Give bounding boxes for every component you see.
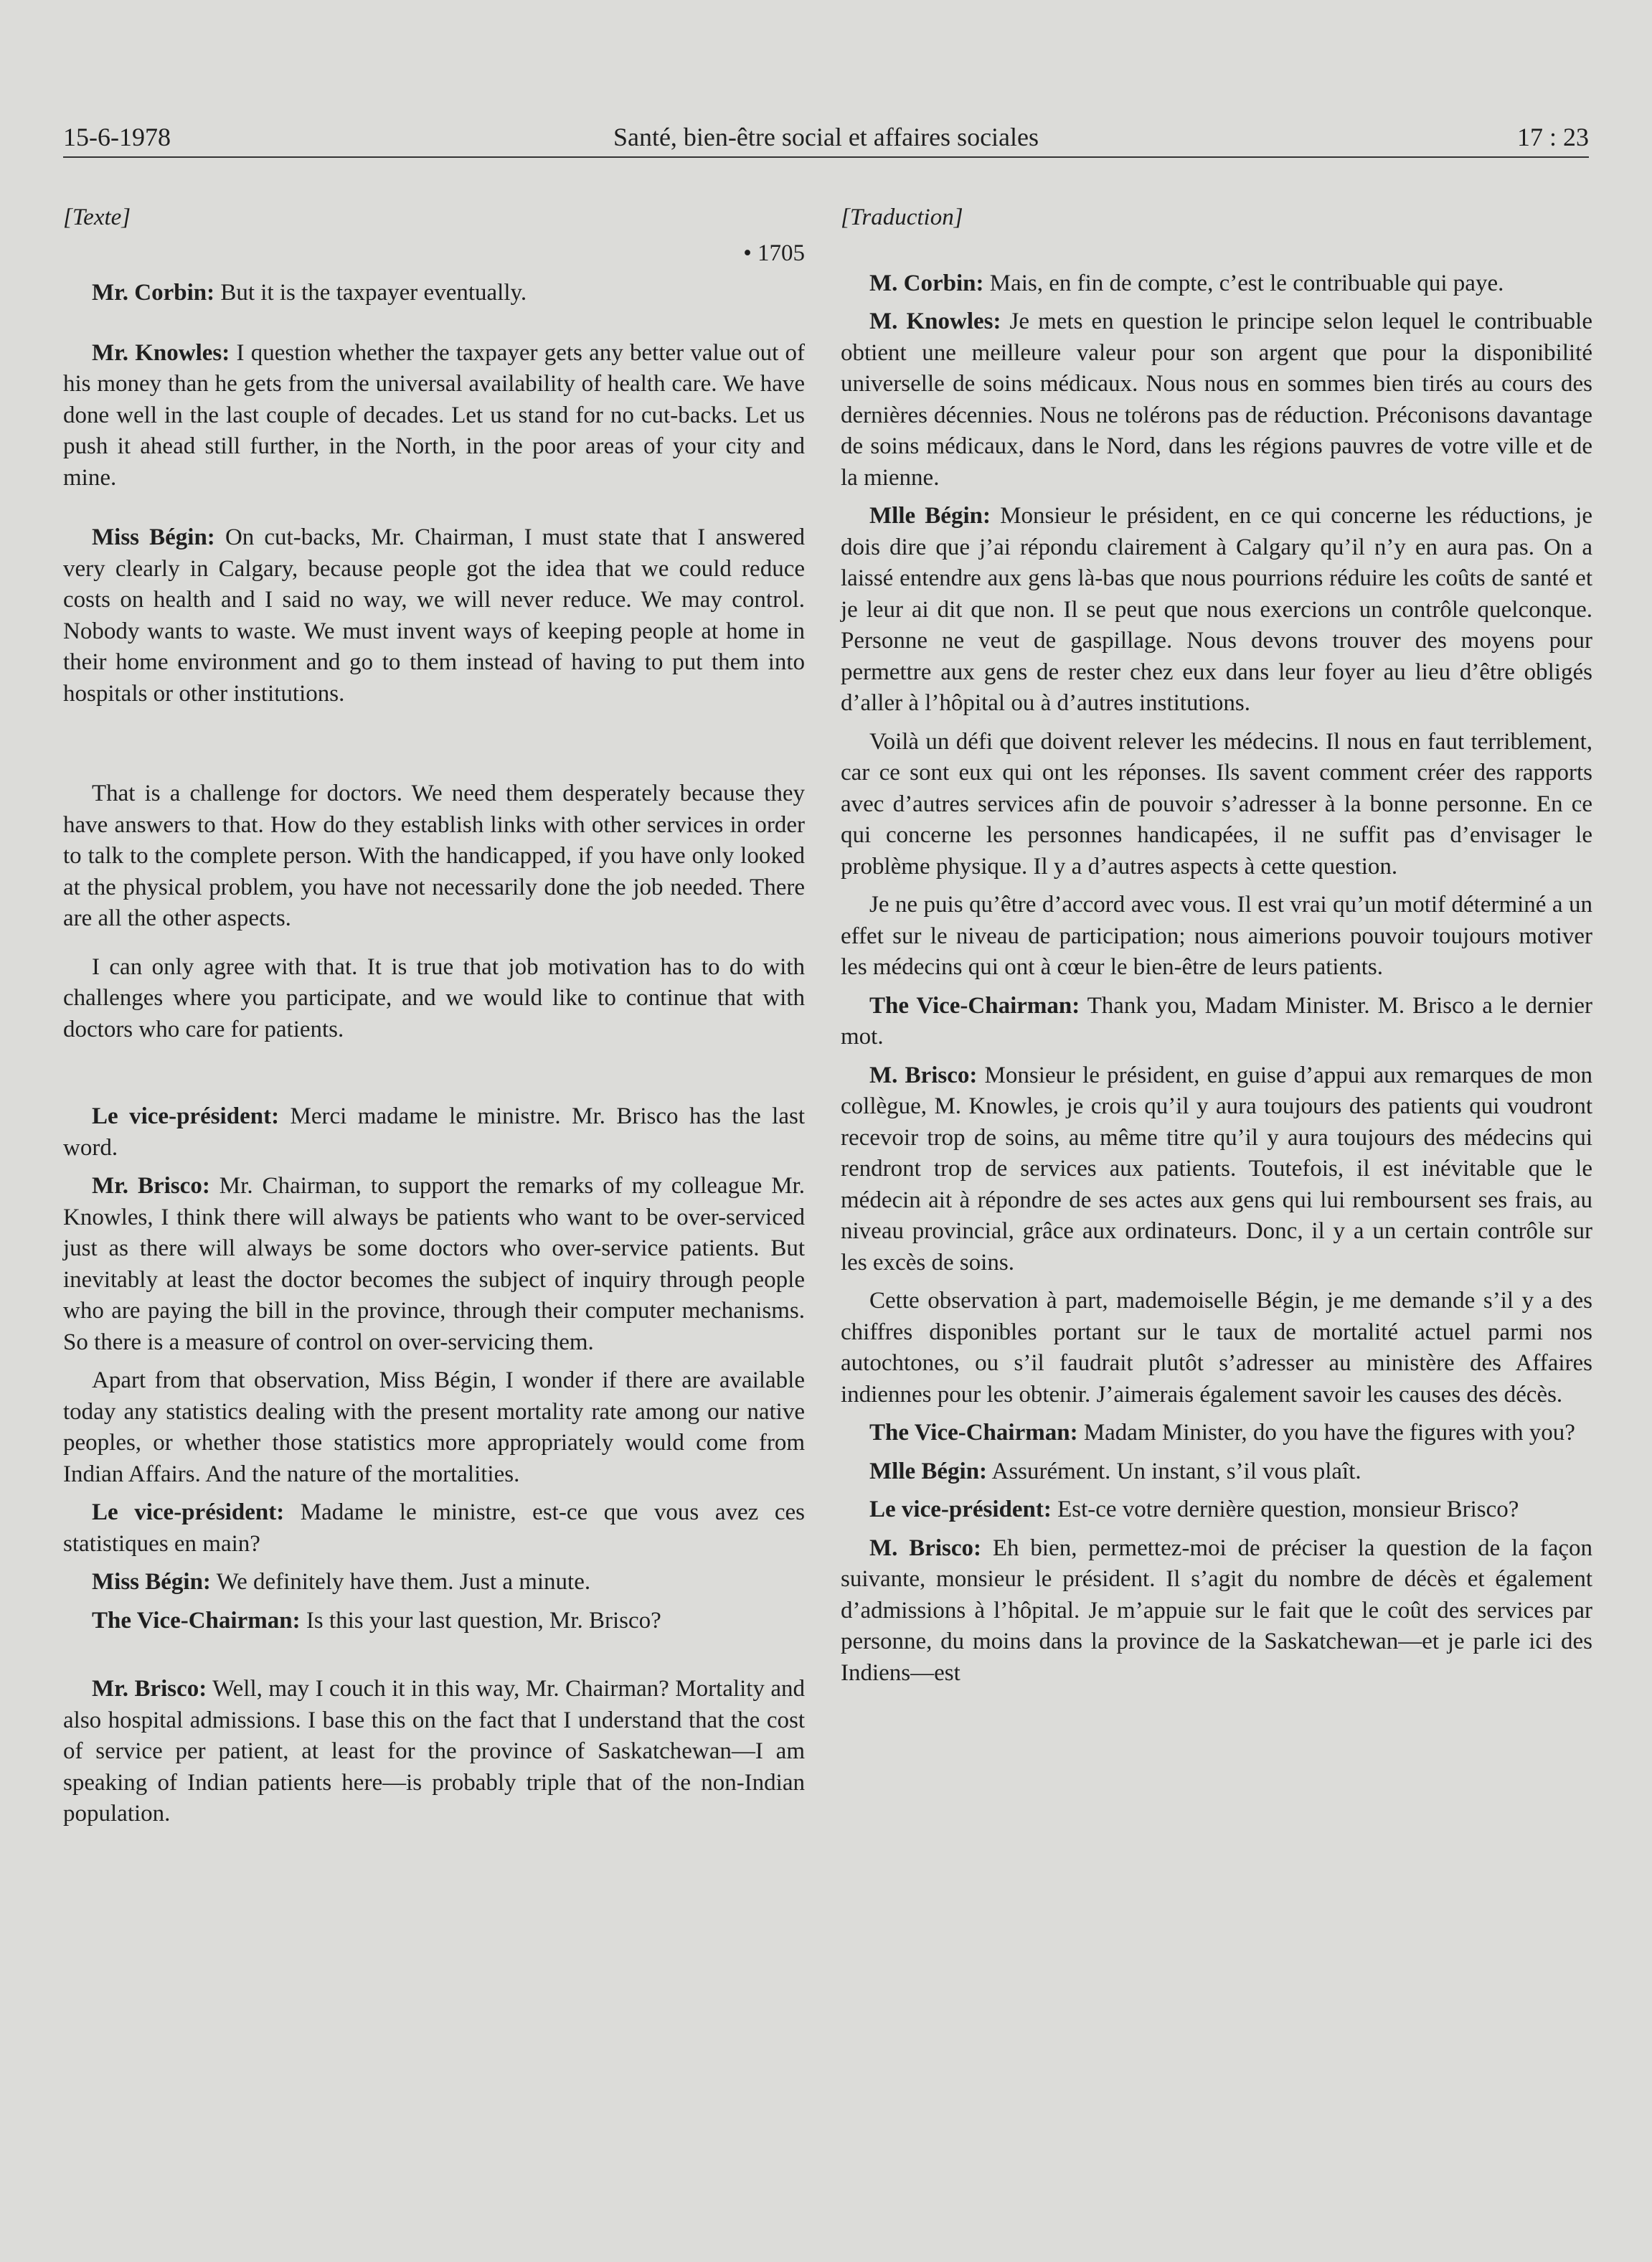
paragraph [841,501,1592,720]
time-marker: • 1705 [743,240,805,266]
speech-text: I question whether the taxpayer gets any better value out of his money than he gets from the universal availability of health care. We have done well in the last couple of decades. Let us stand for no cut-backs. Let us push it ahead still further, in the North, in the poor areas of your city and mine. [63,339,806,491]
speech-text: Mais, en fin de compte, c’est le contribuable qui paye. [983,270,1504,296]
speech-text: Est-ce votre dernière question, monsieur Brisco? [1051,1497,1519,1522]
speaker: Mr. Knowles: [92,339,230,366]
speech-text: Voilà un défi que doivent relever les médecins. Il nous en faut terriblement, car ce sont eux qui ont les réponses. Ils savent comment créer des rapports avec d’autres services afin de pouvoir s’adresser à la bonne personne. En ce qui concerne les personnes handicapées, il ne suffit pas d’envisager le problème physique. Il y a d’autres aspects à cette question. [841,728,1592,880]
speech-text: I can only agree with that. It is true that job motivation has to do with challenges where you participate, and we would like to continue that with doctors who care for patients. [63,953,805,1042]
column-label: [Texte] [63,204,131,230]
paragraph [841,1456,1592,1488]
speech-text: Is this your last question, Mr. Brisco? [300,1607,661,1634]
paragraph [63,778,805,935]
speaker: Mlle Bégin: [869,503,991,529]
speaker: Mr. Corbin: [92,280,215,306]
speech-text: On cut-backs, Mr. Chairman, I must state that I answered very clearly in Calgary, because people got the idea that we could reduce costs on health and I said no way, we will never reduce. We may control. Nobody wants to waste. We must invent ways of keeping people at home in their home environment and go to them instead of having to put them into hospitals or other institutions. [63,524,806,707]
speech-text: That is a challenge for doctors. We need them desperately because they have answers to that. How do they establish links with other services in order to talk to the complete person. With the handicapped, if you have only looked at the physical problem, you have not necessarily done the job needed. There are all the other aspects. [63,781,805,931]
speech-text: Well, may I couch it in this way, Mr. Chairman? Mortality and also hospital admissions. I base this on the fact that I understand that the cost of service per patient, at least for the province of Saskatchewan—I am speaking of Indian patients here—is probably triple that of the non-Indian population. [63,1676,805,1827]
speaker: The Vice-Chairman: [92,1607,301,1634]
paragraph [63,1674,805,1830]
paragraph [63,522,805,710]
speaker: Le vice-président: [869,1497,1052,1522]
paragraph [841,268,1592,300]
header-title: Santé, bien-être social et affaires sociales [613,123,1039,151]
paragraph [63,952,805,1046]
speaker: M. Brisco: [869,1062,978,1088]
paragraph [63,1497,805,1560]
speaker: Le vice-président: [92,1103,280,1129]
speaker: M. Brisco: [869,1535,982,1561]
speaker: Le vice-président: [92,1499,285,1525]
paragraph [841,1494,1592,1526]
speaker: The Vice-Chairman: [869,1420,1078,1446]
speaker: Mr. Brisco: [92,1676,207,1702]
speaker: The Vice-Chairman: [869,992,1080,1019]
paragraph [841,991,1592,1053]
paragraph [841,306,1592,494]
speech-text: Je mets en question le principe selon lequel le contribuable obtient une meilleure valeur pour son argent que pour la disponibilité universelle de soins médicaux. Nous nous en sommes bien tirés au cours des dernières décennies. Nous ne tolérons pas de réduction. Préconisons davantage de soins médicaux, dans le Nord, dans les régions pauvres de votre ville et de la mienne. [841,308,1593,491]
speaker: Mr. Brisco: [92,1173,210,1199]
speech-text: Madam Minister, do you have the figures with you? [1077,1420,1575,1446]
paragraph [841,1533,1592,1690]
paragraph [841,890,1592,984]
speech-text: Assurément. Un instant, s’il vous plaît. [987,1458,1361,1484]
paragraph [63,1365,805,1490]
paragraph [841,1418,1592,1449]
speech-text: Monsieur le président, en ce qui concerne les réductions, je dois dire que j’ai répondu clairement à Calgary qu’il n’y en aura pas. On a laissé entendre aux gens là-bas que nous pourrions réduire les coûts de santé et je leur ai dit que non. Il se peut que nous exercions un contrôle quelconque. Personne ne veut de gaspillage. Nous devons trouver des moyens pour permettre aux gens de rester chez eux dans leur foyer au lieu d’être obligés d’aller à l’hôpital ou à d’autres institutions. [841,503,1592,716]
paragraph [63,1567,805,1598]
english-column [63,202,805,1830]
french-column [841,202,1592,1689]
speech-text: Eh bien, permettez-moi de préciser la question de la façon suivante, monsieur le président. Il s’agit du nombre de décès et également d’admissions à l’hôpital. Je m’appuie sur le fait que le coût des services par personne, du moins dans la province de la Saskatchewan—et je parle ici des Indiens—est [841,1535,1592,1686]
speaker: M. Knowles: [869,308,1001,334]
speaker: Mlle Bégin: [869,1458,988,1484]
paragraph [841,727,1592,883]
paragraph [63,1606,805,1637]
speaker: M. Corbin: [869,270,984,296]
speech-text: But it is the taxpayer eventually. [214,280,527,306]
speech-text: Apart from that observation, Miss Bégin, I wonder if there are available today any statistics dealing with the present mortality rate among our native peoples, or whether those statistics more appropriately would come from Indian Affairs. And the nature of the mortalities. [63,1367,805,1487]
paragraph [63,1101,805,1164]
speech-text: Merci madame le ministre. Mr. Brisco has the last word. [63,1103,805,1161]
paragraph [841,1286,1592,1410]
paragraph [63,278,805,309]
speaker: Miss Bégin: [92,1569,211,1595]
page-header [63,121,1589,158]
speech-text: We definitely have them. Just a minute. [210,1569,591,1595]
speech-text: Monsieur le président, en guise d’appui aux remarques de mon collègue, M. Knowles, je crois qu’il y aura toujours des patients qui voudront recevoir trop de soins, au même titre qu’il y aura toujours des médecins qui rendront trop de services aux patients. Toutefois, il est inévitable que le médecin ait à répondre de ses actes aux gens qui lui remboursent ses frais, au niveau provincial, grâce aux ordinateurs. Donc, il y a un certain contrôle sur les excès de soins. [841,1062,1592,1276]
column-label: [Traduction] [841,204,963,230]
speech-text: Cette observation à part, mademoiselle Bégin, je me demande s’il y a des chiffres disponibles portant sur le taux de mortalité actuel parmi nos autochtones, ou s’il faudrait plutôt s’adresser au ministère des Affaires indiennes pour les obtenir. J’aimerais également savoir les causes des décès. [841,1288,1592,1408]
speaker: Miss Bégin: [92,524,215,550]
paragraph [841,1060,1592,1279]
speech-text: Madame le ministre, est-ce que vous avez ces statistiques en main? [63,1499,805,1557]
paragraph [63,1171,805,1358]
paragraph [63,338,805,494]
header-date: 15-6-1978 [63,123,171,151]
speech-text: Je ne puis qu’être d’accord avec vous. Il est vrai qu’un motif déterminé a un effet sur le niveau de participation; nous aimerions pouvoir toujours motiver les médecins qui ont à cœur le bien-être de leurs patients. [841,892,1592,980]
speech-text: Thank you, Madam Minister. M. Brisco a le dernier mot. [841,992,1593,1050]
speech-text: Mr. Chairman, to support the remarks of my colleague Mr. Knowles, I think there will always be patients who want to be over-serviced just as there will always be some doctors who over-service patients. But inevitably at least the doctor becomes the subject of inquiry through people who are paying the bill in the province, through their computer mechanisms. So there is a measure of control on over-servicing them. [63,1173,805,1355]
header-page-number: 17 : 23 [1516,123,1589,151]
